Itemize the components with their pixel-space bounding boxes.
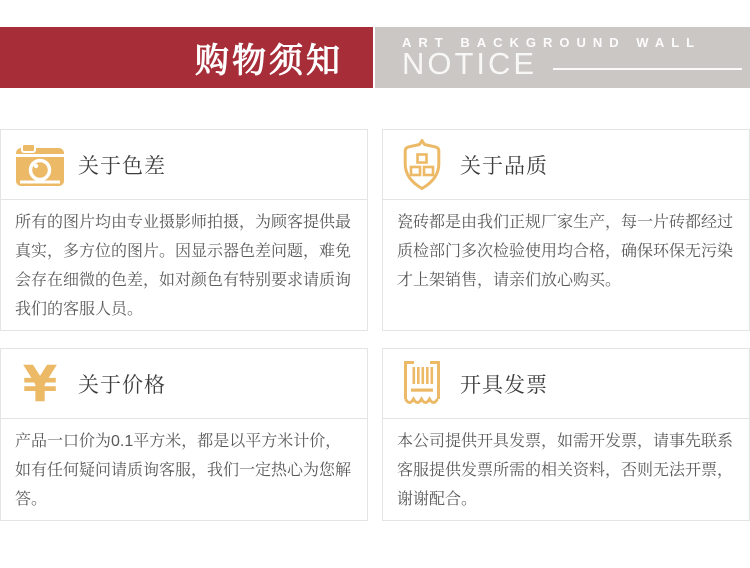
card-price <box>0 348 368 521</box>
card-invoice <box>382 348 750 521</box>
invoice-icon <box>396 359 448 409</box>
card-color-difference-head <box>1 130 367 200</box>
card-title-color-difference: 关于色差 <box>78 154 166 178</box>
card-body-price: 产品一口价为0.1平方米，都是以平方米计价，如有任何疑问请质询客服，我们一定热心为您解答。 <box>15 433 352 508</box>
notice-row <box>402 48 750 79</box>
card-body-quality: 瓷砖都是由我们正规厂家生产，每一片砖都经过质检部门多次检验使用均合格，确保环保无污染才上架销售，请亲们放心购买。 <box>397 214 734 289</box>
yen-glyph: ¥ <box>22 354 58 413</box>
notice-rule-line <box>553 68 742 70</box>
card-quality-head <box>383 130 749 200</box>
header-tagline: ART BACKGROUND WALL <box>402 35 702 50</box>
quality-shield-icon <box>396 138 448 192</box>
card-title-invoice: 开具发票 <box>460 373 548 397</box>
card-price-head <box>1 349 367 419</box>
card-body-color-difference: 所有的图片均由专业摄影师拍摄，为顾客提供最真实，多方位的图片。因显示器色差问题，难免会存在细微的色差，如对颜色有特别要求请质询我们的客服人员。 <box>15 214 352 318</box>
yen-icon <box>14 354 66 413</box>
notice-grid <box>0 129 750 521</box>
camera-icon <box>14 143 66 187</box>
card-body-invoice: 本公司提供开具发票，如需开发票，请事先联系客服提供发票所需的相关资料，否则无法开票，谢谢配合。 <box>397 433 734 508</box>
notice-label: NOTICE <box>402 46 538 81</box>
card-color-difference <box>0 129 368 331</box>
notice-header <box>0 27 750 88</box>
card-title-price: 关于价格 <box>78 373 166 397</box>
card-quality <box>382 129 750 331</box>
card-title-quality: 关于品质 <box>460 154 548 178</box>
page-title: 购物须知 <box>195 42 343 80</box>
header-gray-block <box>375 27 750 88</box>
header-red-block <box>0 27 373 88</box>
card-invoice-head <box>383 349 749 419</box>
